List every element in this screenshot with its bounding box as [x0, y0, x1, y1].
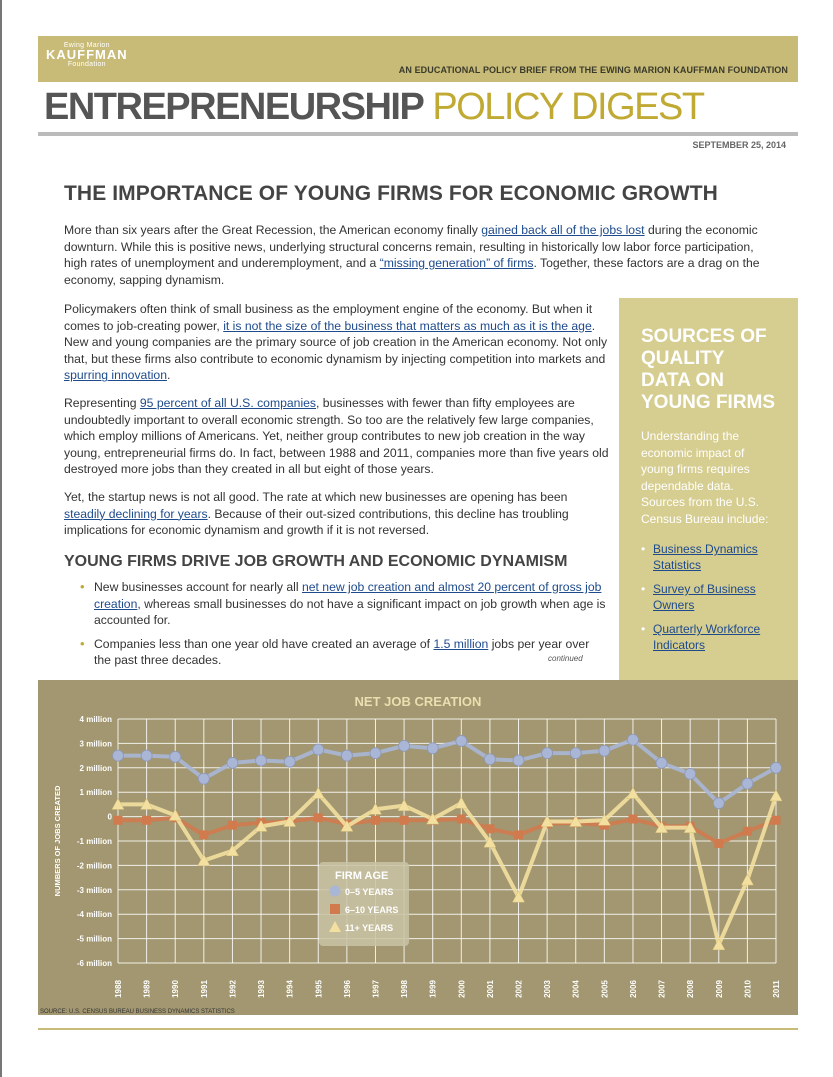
data-point-young	[256, 755, 267, 766]
x-tick-label: 2008	[686, 980, 696, 998]
data-point-young	[113, 750, 124, 761]
link-survey-of-business-owners[interactable]: Survey of Business Owners	[653, 582, 756, 612]
p1-text-1: More than six years after the Great Recession, the American economy finally	[64, 223, 482, 237]
data-point-old	[627, 787, 639, 798]
x-tick-label: 1996	[342, 980, 352, 998]
data-point-old	[455, 797, 467, 808]
data-point-young	[570, 748, 581, 759]
masthead	[44, 86, 704, 128]
data-point-young	[456, 735, 467, 746]
data-point-old	[741, 874, 753, 885]
link-business-dynamics-statistics[interactable]: Business Dynamics Statistics	[653, 542, 758, 572]
y-tick-label: -5 million	[76, 934, 112, 944]
data-point-young	[771, 762, 782, 773]
data-point-mid	[142, 816, 151, 825]
page-border	[0, 0, 2, 1077]
x-tick-label: 1990	[171, 980, 181, 998]
y-tick-label: -6 million	[76, 959, 112, 968]
y-tick-label: -3 million	[76, 885, 112, 895]
data-point-young	[484, 754, 495, 765]
b1-text-1: New businesses account for nearly all	[94, 580, 302, 594]
data-point-mid	[199, 830, 208, 839]
link-quarterly-workforce-indicators[interactable]: Quarterly Workforce Indicators	[653, 622, 761, 652]
net-job-creation-chart	[38, 680, 798, 1015]
y-tick-label: 2 million	[79, 763, 112, 773]
legend-marker-circle	[330, 886, 341, 897]
data-point-mid	[485, 824, 494, 833]
x-tick-label: 1999	[428, 980, 438, 998]
x-tick-label: 2007	[657, 980, 667, 998]
sidebar-link-item	[641, 581, 778, 613]
footer-rule	[38, 1028, 798, 1030]
b2-text-2: jobs per year over the past three decades.	[94, 636, 590, 668]
data-point-young	[599, 745, 610, 756]
data-point-young	[284, 756, 295, 767]
kauffman-logo[interactable]	[46, 42, 128, 68]
x-tick-label: 2000	[457, 980, 467, 998]
y-tick-label: 0	[107, 812, 112, 822]
x-tick-label: 1989	[142, 980, 152, 998]
paragraph-1	[64, 222, 774, 288]
link-1-5-million[interactable]: 1.5 million	[433, 636, 489, 651]
x-tick-label: 2009	[714, 980, 724, 998]
data-point-mid	[628, 815, 637, 824]
link-age-matters[interactable]: it is not the size of the business that matters as much as it is the age	[223, 318, 592, 333]
data-point-mid	[514, 830, 523, 839]
data-point-young	[656, 757, 667, 768]
p1-text-3: . Together, these factors are a drag on the economy, sapping dynamism.	[64, 256, 760, 287]
p4-text-1: Yet, the startup news is not all good. The rate at which new businesses are opening has been	[64, 490, 568, 504]
link-spurring-innovation[interactable]: spurring innovation	[64, 368, 167, 383]
bullet-list	[80, 579, 608, 676]
sidebar-box	[619, 298, 798, 680]
x-tick-label: 1988	[114, 980, 123, 998]
chart-title: NET JOB CREATION	[354, 694, 482, 709]
data-point-young	[198, 773, 209, 784]
article-title: THE IMPORTANCE OF YOUNG FIRMS FOR ECONOMIC GROWTH	[64, 182, 718, 205]
data-point-mid	[400, 816, 409, 825]
data-point-young	[427, 743, 438, 754]
data-point-young	[685, 768, 696, 779]
link-jobs-lost[interactable]: gained back all of the jobs lost	[481, 223, 645, 237]
sidebar-link-list	[641, 541, 778, 653]
paragraph-4	[64, 489, 612, 539]
data-point-mid	[457, 815, 466, 824]
data-point-young	[742, 778, 753, 789]
masthead-rule	[38, 132, 798, 136]
sidebar-link-item	[641, 621, 778, 653]
data-point-mid	[371, 816, 380, 825]
p3-text-1: Representing	[64, 396, 140, 410]
series-line-1	[118, 818, 776, 844]
y-tick-label: -2 million	[76, 861, 112, 871]
data-point-young	[170, 751, 181, 762]
x-tick-label: 2006	[628, 980, 638, 998]
link-steadily-declining[interactable]: steadily declining for years	[64, 506, 208, 521]
chart-legend	[319, 862, 409, 946]
data-point-mid	[114, 816, 123, 825]
data-point-young	[227, 757, 238, 768]
y-tick-label: 3 million	[79, 739, 112, 749]
x-tick-label: 1995	[314, 980, 324, 998]
data-point-mid	[314, 813, 323, 822]
paragraph-3	[64, 395, 612, 478]
p2-text-3: .	[166, 368, 171, 383]
b2-text-1: Companies less than one year old have created an average of	[94, 636, 434, 651]
link-net-new-job-creation[interactable]: net new job creation and almost 20 percent of gross job creation	[94, 580, 602, 611]
x-tick-label: 1991	[199, 980, 209, 998]
y-axis-label: NUMBERS OF JOBS CREATED	[53, 785, 62, 897]
p2-text-1: Policymakers often think of small business as the employment engine of the economy. But when it comes to job-creating power,	[64, 302, 593, 333]
p1-text-2: during the economic downturn. While this is positive news, underlying structural concerns remain, resulting in historically low labor force participation, high rates of unemployment and underemployment, and a	[64, 223, 758, 271]
y-tick-label: -1 million	[76, 837, 112, 846]
series-line-0	[118, 740, 776, 803]
x-tick-label: 2010	[743, 980, 753, 998]
data-point-mid	[743, 827, 752, 836]
x-tick-label: 1994	[285, 980, 295, 998]
legend-marker-square	[330, 904, 340, 914]
p3-text-2: , businesses with fewer than fifty employees are undoubtedly important to overall economic strength. So too are the relatively few large companies, which employ millions of Americans. Yet, neither group contributes to new job creation in the way young, entrepreneurial firms do. In fact, between 1988 and 2011, companies more than five years old destroyed more jobs than they created in all but eight of those years.	[64, 396, 609, 477]
link-missing-generation[interactable]: “missing generation” of firms	[379, 256, 534, 271]
y-tick-label: 4 million	[79, 715, 112, 724]
data-point-mid	[772, 816, 781, 825]
data-point-mid	[228, 821, 237, 830]
x-tick-label: 1992	[228, 980, 238, 998]
p2-text-2: . New and young companies are the primary source of job creation in the American economy. Not only that, but these firms also contribute to economic dynamism by injecting competition into markets and	[64, 318, 608, 366]
data-point-old	[770, 790, 782, 801]
link-95-percent[interactable]: 95 percent of all U.S. companies	[139, 396, 317, 410]
sidebar-text: Understanding the economic impact of young firms requires dependable data. Sources from the U.S. Census Bureau include:	[641, 429, 769, 526]
section-subtitle: YOUNG FIRMS DRIVE JOB GROWTH AND ECONOMIC DYNAMISM	[64, 553, 568, 570]
data-point-young	[141, 750, 152, 761]
y-tick-label: 1 million	[79, 788, 112, 798]
data-point-old	[312, 787, 324, 798]
legend-label: 11+ YEARS	[345, 923, 394, 933]
x-tick-label: 1998	[400, 980, 410, 998]
data-point-young	[399, 740, 410, 751]
data-point-young	[313, 744, 324, 755]
data-point-young	[513, 755, 524, 766]
y-tick-label: -4 million	[76, 910, 112, 920]
legend-title: FIRM AGE	[335, 870, 389, 882]
masthead-bold: ENTREPRENEURSHIP	[44, 86, 424, 128]
x-tick-label: 2001	[485, 980, 495, 998]
data-point-young	[542, 748, 553, 759]
x-tick-label: 1993	[257, 980, 267, 998]
header-band	[38, 36, 798, 82]
logo-line3: Foundation	[67, 61, 106, 68]
logo-line2: KAUFFMAN	[46, 47, 128, 62]
x-tick-label: 2003	[543, 980, 553, 998]
x-tick-label: 1997	[371, 980, 381, 998]
data-point-young	[341, 750, 352, 761]
x-tick-label: 2005	[600, 980, 610, 998]
source-note: SOURCE: U.S. CENSUS BUREAU BUSINESS DYNAMICS STATISTICS	[40, 1009, 235, 1015]
continued-note: continued	[548, 654, 583, 663]
bullet-item	[80, 636, 608, 669]
paragraph-2	[64, 301, 612, 384]
masthead-light: POLICY DIGEST	[432, 86, 704, 128]
data-point-young	[370, 748, 381, 759]
data-point-old	[713, 939, 725, 950]
data-point-mid	[714, 839, 723, 848]
x-tick-label: 2004	[571, 980, 581, 998]
legend-label: 6–10 YEARS	[345, 905, 399, 915]
logo-line1: Ewing Marion	[63, 42, 110, 49]
bullet-item	[80, 579, 608, 629]
legend-label: 0–5 YEARS	[345, 887, 394, 897]
data-point-young	[713, 798, 724, 809]
b1-text-2: , whereas small businesses do not have a significant impact on job growth when age is accounted for.	[94, 596, 606, 628]
p4-text-2: . Because of their out-sized contributions, this decline has troubling implications for economic dynamism and growth if it is not reversed.	[64, 506, 569, 538]
x-tick-label: 2002	[514, 980, 524, 998]
chart-panel	[38, 680, 798, 1015]
sidebar-title: SOURCES OF QUALITY DATA ON YOUNG FIRMS	[641, 326, 776, 413]
data-point-young	[627, 734, 638, 745]
sidebar-link-item	[641, 541, 778, 573]
tagline: AN EDUCATIONAL POLICY BRIEF FROM THE EWING MARION KAUFFMAN FOUNDATION	[398, 65, 788, 75]
publication-date: SEPTEMBER 25, 2014	[692, 140, 786, 150]
x-tick-label: 2011	[772, 980, 781, 998]
